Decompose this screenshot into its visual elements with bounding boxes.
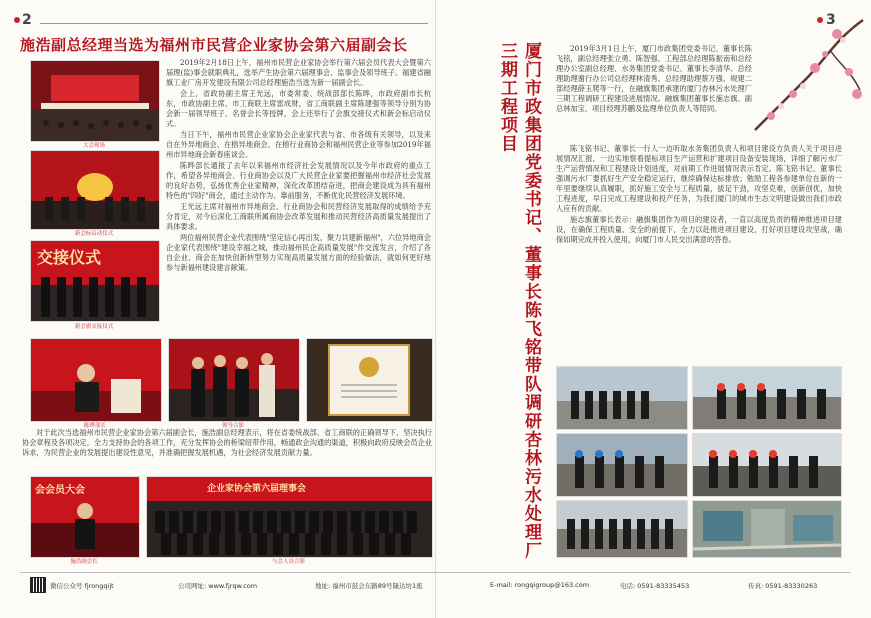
footer-website: 公司网址: www.fjrqw.com <box>178 582 258 590</box>
site-visit-image <box>557 501 687 557</box>
right-article-body <box>556 44 752 144</box>
banner-text-3: 会会员大会 <box>35 485 85 496</box>
footer-rule <box>20 572 850 573</box>
left-paragraph: 当日下午，福州市民营企业家协会企业家代表与省、市各级有关领导，以及来自在外异地商会、在榕异地商会、在榕行业商协会和福州民营企业等参加2019年福州市异地商会新春座谈会。 <box>166 130 431 159</box>
left-paragraph: 两位福州民营企业代表围绕"坚定信心再出发，聚力共建新福州"，六位异地商会企业家代表围绕"建设幸福之城，推动福州民企高质量发展"作交流发言，介绍了各自企业、商会在加快创新转型努力实现高质量发展方面的经验做法，就如何更好地参与新福州建设建言献策。 <box>166 233 431 272</box>
conference-hall-image <box>31 61 159 141</box>
photo-vice-president <box>30 476 140 558</box>
photo-site-visit-1 <box>556 366 688 430</box>
left-paragraph: 陈晔部长通报了去年以来福州市经济社会发展情况以及今年市政府的重点工作，希望各异地商会、行业商协会以及广大民营企业家要把握福州市经济社会发展的良好态势，弘扬优秀企业家精神，深化改革团结奋进，把商会建设成为具有福州特色的"四好"商会，通过主动作为、靠前服务，不断优化民营经济发展环境。 <box>166 161 431 200</box>
photo-site-visit-3 <box>556 433 688 497</box>
qr-code-icon <box>30 577 46 593</box>
photo-plant-aerial <box>692 500 842 558</box>
right-paragraph: 陈飞铭书记、董事长一行人一边听取水务集团负责人和项目建设方负责人关于项目进展情况汇报，一边实地察看提标项目生产运营和扩建项目设备安装现场，详细了解污水厂生产运营情况和工程建设计划进度，对前期工作进展情况表示肯定。陈飞铭书记、董事长强调污水厂要抓好生产安全稳定运行，继续确保达标排放；勉励工程各参建单位在新的一年里要继续认真履职，抓好施工安全与工程质量，拔足干劲，攻坚克难，创新创优，加快工程进度，早日完成工程建设和投产任务，为我们厦门的城市生态文明建设做出我们市政人应有的贡献。 <box>556 144 842 213</box>
footer-email: E-mail: rongqigroup@163.com <box>490 581 590 589</box>
footer-fax: 传真: 0591-83330263 <box>748 582 818 590</box>
banner-text-1: 交接仪式 <box>37 248 102 267</box>
plum-blossom-decoration <box>745 10 865 140</box>
left-article-body-lower <box>22 428 432 474</box>
right-vertical-headline: 厦门市政集团党委书记、董事长陈飞铭带队调研杏林污水处理厂三期工程项目 <box>497 42 541 560</box>
group-photo-image <box>147 477 432 557</box>
caption-2: 新会标启动仪式 <box>74 231 114 237</box>
speaker-image <box>31 339 161 421</box>
footer-address: 地址: 福州市鼓会东路89号隆达坊1座 <box>315 582 423 590</box>
caption-5: 陈晔部长 <box>83 423 106 429</box>
site-visit-image <box>557 434 687 496</box>
flag-handover-image <box>31 241 159 321</box>
right-paragraph: 施志旗董事长表示：融旗集团作为项目的建设者，一直以高度负责的精神推进项目建设，在确保工程质量、安全的前提下，全力以赴推进项目建设，打好项目建设攻坚战，确保如期完成并投入使用，向厦门市人民交出满意的答卷。 <box>556 215 842 244</box>
page-number-left: 2 <box>22 12 32 28</box>
photo-award <box>168 338 300 422</box>
photo-site-visit-5 <box>556 500 688 558</box>
photo-speaker <box>30 338 162 422</box>
caption-8: 施浩副会长 <box>70 559 98 565</box>
right-article-body-continued <box>556 144 842 358</box>
footer-phone: 电话: 0591-83335453 <box>620 582 690 590</box>
caption-6: 领导合影 <box>221 423 244 429</box>
left-paragraph: 对于此次当选福州市民营企业家协会第六届副会长，施浩副总经理表示，将在省委统战部、省工商联的正确领导下，坚决执行协会章程及各项决定，全力支持协会的各项工作，充分发挥协会的桥梁纽带作用，畅通政企沟通的渠道，积极向政府反映会员企业诉求，为民营企业的发展提出建设性意见，并准确把握发展机遇，为社会经济发展贡献力量。 <box>22 428 432 457</box>
banner-text-2: 企业家协会第六届理事会 <box>207 484 307 494</box>
page-marker-dot <box>14 17 20 23</box>
footer-wechat: 微信公众号 fjrongqijt <box>50 582 114 590</box>
site-visit-image <box>693 434 841 496</box>
photo-conference-hall <box>30 60 160 142</box>
site-visit-image <box>693 367 841 429</box>
photo-site-visit-2 <box>692 366 842 430</box>
caption-9: 与会人员合影 <box>271 559 305 565</box>
photo-certificate <box>306 338 433 422</box>
left-paragraph: 王光远主席对福州市异地商会、行业商协会和民营经济发展取得的成绩给予充分肯定，对今后深化工商联所属商协会改革发展和推动民营经济高质量发展提出了具体要求。 <box>166 202 431 231</box>
left-article-body-upper <box>166 58 431 336</box>
photo-group <box>146 476 433 558</box>
left-headline: 施浩副总经理当选为福州市民营企业家协会第六届副会长 <box>20 36 408 54</box>
caption-4: 新会旗交接仪式 <box>74 324 114 330</box>
right-paragraph: 2019年3月1日上午，厦门市政集团党委书记、董事长陈飞铭，副总经理张立勇、陈智强、工程部总经理陈振南和总经理办公室副总经理、水务集团党委书记、董事长李清华、总经理助理谢行办公司总经理林清秀、总经理助理蔡万强、规建二部经理薛玉爬等一行，在融旗集团承建的厦门杏林污水处理厂三期工程调研工程建设进展情况。融旗集团董事长施志旗、副总林加宝、项目经理苏鹏及监理单位负责人等陪同。 <box>556 44 752 113</box>
page-number-right: 3 <box>826 12 836 28</box>
award-image <box>169 339 299 421</box>
logo-launch-image <box>31 151 159 229</box>
vice-president-image <box>31 477 139 557</box>
page-gutter <box>435 0 436 618</box>
plant-aerial-image <box>693 501 841 557</box>
photo-logo-launch <box>30 150 160 230</box>
photo-site-visit-4 <box>692 433 842 497</box>
certificate-image <box>307 339 432 421</box>
photo-flag-handover <box>30 240 160 322</box>
site-visit-image <box>557 367 687 429</box>
top-rule <box>40 23 428 24</box>
left-paragraph: 会上，省政协副主席王光远，市委常委、统战部部长陈晔，市政府副市长杭东，市政协副主席、市工商联主席雷成财，省工商联副主席陈建强等领导分别为协会新一届领导班子、名誉会长等授牌，会上还举行了会旗交接仪式和新会标启动仪式。 <box>166 89 431 128</box>
left-paragraph: 2019年2月18日上午，福州市民营企业家协会举行第六届会员代表大会暨第六届理(监)事会就职典礼，选举产生协会第六届理事会、监事会及领导班子。福建省融旗工业厂房开发建设有限公司总经理施浩当选为新一届副会长。 <box>166 58 431 87</box>
caption-1: 大会现场 <box>82 143 105 149</box>
